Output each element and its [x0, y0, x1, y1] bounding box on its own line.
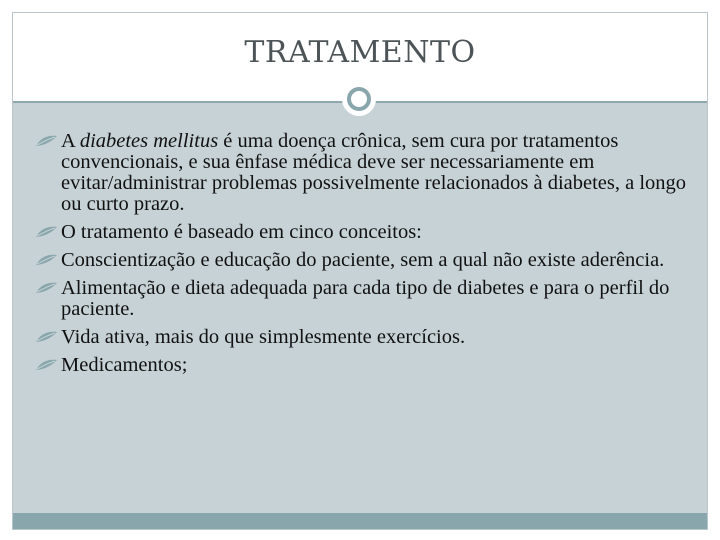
bullet-text: Medicamentos; [61, 354, 188, 376]
bullet-text: Alimentação e dieta adequada para cada tipo de diabetes e para o perfil do paciente. [61, 277, 670, 320]
bullet-text-prefix: A [61, 130, 80, 152]
leaf-bullet-icon [35, 253, 59, 267]
slide-title: TRATAMENTO [244, 35, 476, 70]
leaf-bullet-icon [35, 358, 59, 372]
list-item [35, 278, 695, 320]
bullet-text: Vida ativa, mais do que simplesmente exercícios. [61, 326, 466, 348]
list-item [35, 222, 695, 243]
bottom-accent-bar [13, 513, 707, 529]
bullet-text: Conscientização e educação do paciente, sem a qual não existe aderência. [61, 249, 665, 271]
leaf-bullet-icon [35, 330, 59, 344]
list-item [35, 355, 695, 376]
bullet-list [35, 131, 695, 383]
bullet-text-suffix: é uma doença crônica, sem cura por tratamentos convencionais, e sua ênfase médica deve ser necessariamente em evitar/administrar problemas possivelmente relacionados à diabetes, a longo ou curto prazo. [61, 130, 687, 215]
bullet-text-emphasis: diabetes mellitus [79, 130, 219, 152]
bullet-text: O tratamento é baseado em cinco conceitos: [61, 221, 422, 243]
leaf-bullet-icon [35, 225, 59, 239]
leaf-bullet-icon [35, 281, 59, 295]
ring-ornament-icon [342, 82, 376, 116]
leaf-bullet-icon [35, 134, 59, 148]
slide [12, 12, 708, 530]
list-item [35, 327, 695, 348]
list-item [35, 250, 695, 271]
list-item [35, 131, 695, 215]
